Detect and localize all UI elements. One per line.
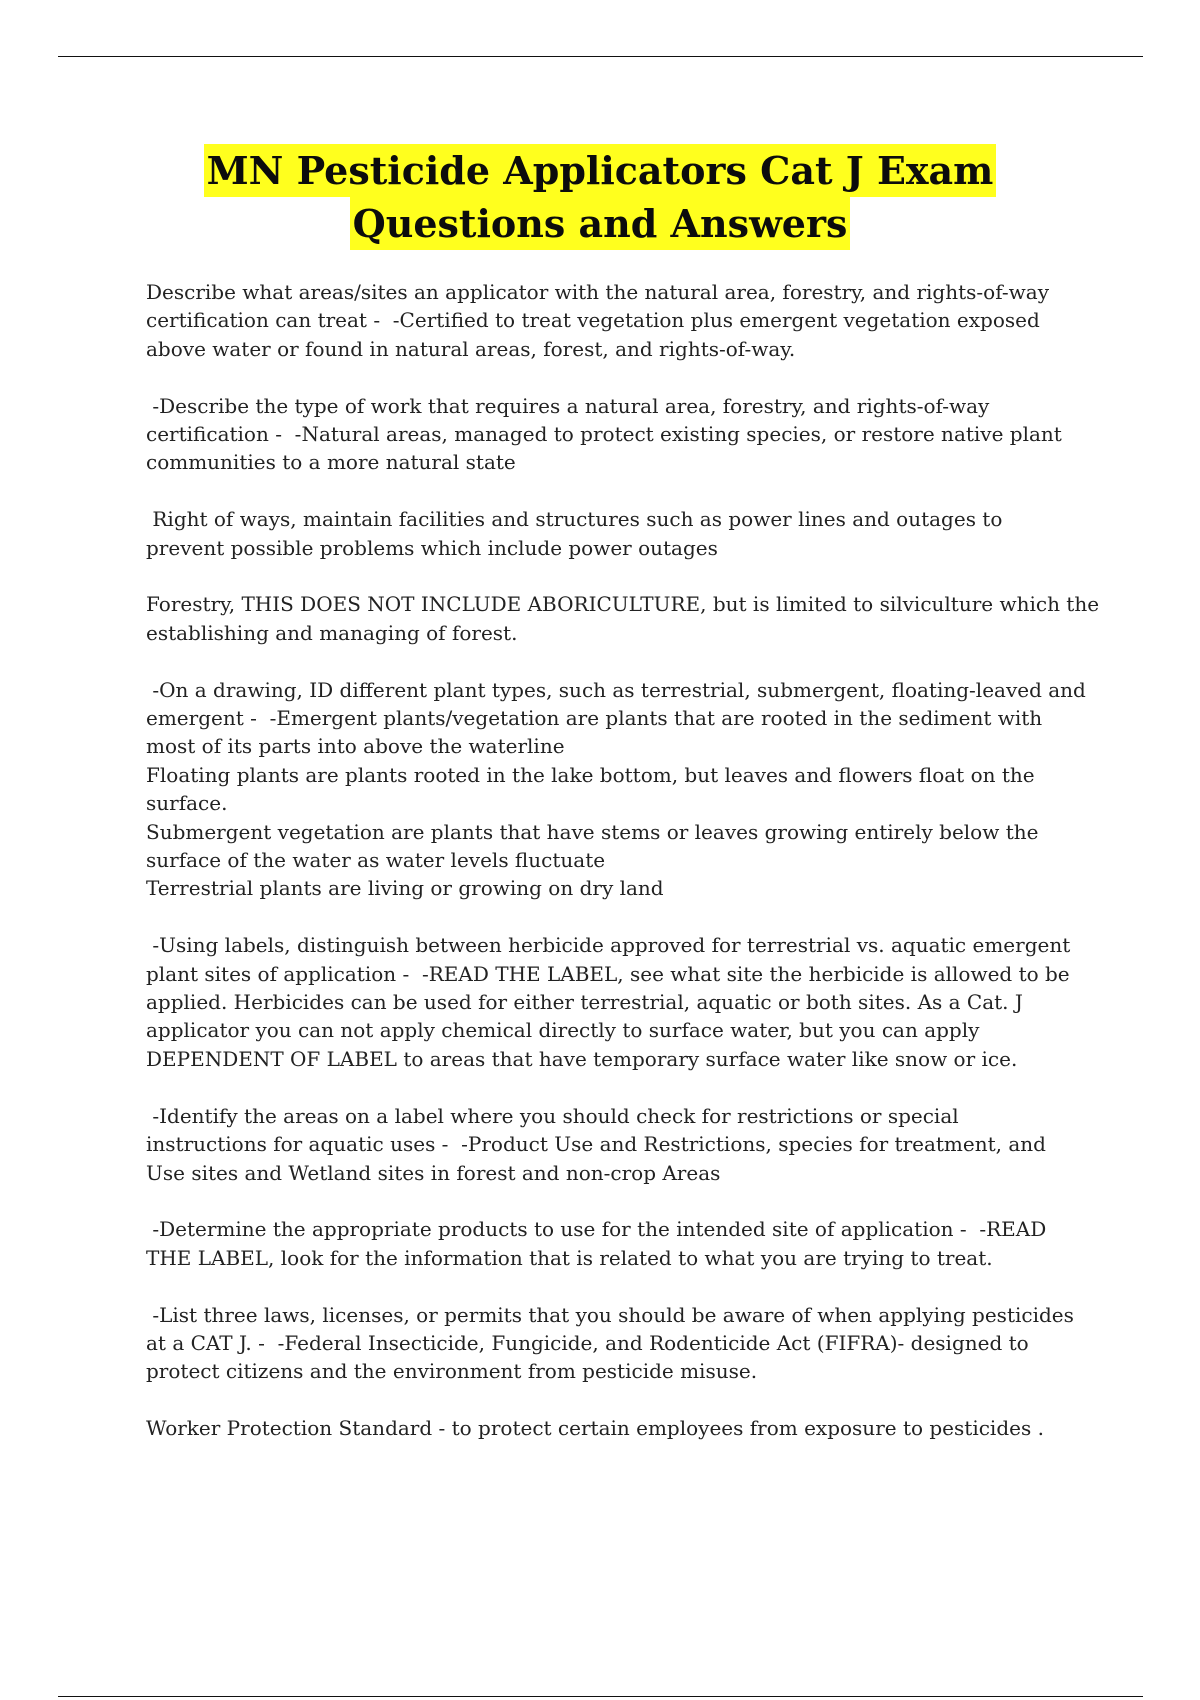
text-line: Submergent vegetation are plants that have stems or leaves growing entirely below the	[146, 819, 1039, 844]
text-line: most of its parts into above the waterline	[146, 734, 565, 759]
qa-paragraph	[146, 1301, 1106, 1386]
text-line: protect citizens and the environment from pesticide misuse.	[146, 1359, 758, 1384]
document-title	[0, 144, 1200, 250]
text-line: -List three laws, licenses, or permits that you should be aware of when applying pesticides	[146, 1302, 1074, 1327]
qa-paragraph	[146, 505, 1106, 562]
text-line: -Identify the areas on a label where you should check for restrictions or special	[146, 1103, 959, 1128]
text-line: THE LABEL, look for the information that is related to what you are trying to treat.	[146, 1245, 993, 1270]
top-rule	[58, 56, 1143, 57]
qa-paragraph	[146, 392, 1106, 477]
text-line: Right of ways, maintain facilities and structures such as power lines and outages to	[146, 507, 1003, 532]
text-line: communities to a more natural state	[146, 450, 516, 475]
text-line: instructions for aquatic uses - -Product Use and Restrictions, species for treatment, and	[146, 1132, 1046, 1157]
text-line: Floating plants are plants rooted in the lake bottom, but leaves and flowers float on the	[146, 762, 1035, 787]
title-line-2: Questions and Answers	[350, 197, 851, 250]
qa-paragraph	[146, 590, 1106, 647]
text-line: -On a drawing, ID different plant types, such as terrestrial, submergent, floating-leaved and	[146, 677, 1086, 702]
text-line: at a CAT J. - -Federal Insecticide, Fungicide, and Rodenticide Act (FIFRA)- designed to	[146, 1330, 1029, 1355]
text-line: emergent - -Emergent plants/vegetation are plants that are rooted in the sediment with	[146, 706, 1043, 731]
text-line: certification can treat - -Certified to treat vegetation plus emergent vegetation exposed	[146, 308, 1040, 333]
qa-paragraph	[146, 1102, 1106, 1187]
qa-paragraph	[146, 931, 1106, 1073]
text-line: surface of the water as water levels fluctuate	[146, 848, 606, 873]
text-line: DEPENDENT OF LABEL to areas that have temporary surface water like snow or ice.	[146, 1046, 1018, 1071]
text-line: Terrestrial plants are living or growing on dry land	[146, 876, 664, 901]
qa-paragraph	[146, 278, 1106, 363]
text-line: Worker Protection Standard - to protect certain employees from exposure to pesticides .	[146, 1416, 1044, 1441]
bottom-rule	[58, 1696, 1143, 1697]
qa-paragraph	[146, 1414, 1106, 1442]
document-body	[146, 278, 1106, 1471]
text-line: surface.	[146, 791, 228, 816]
text-line: -Determine the appropriate products to use for the intended site of application - -READ	[146, 1217, 1047, 1242]
text-line: Describe what areas/sites an applicator with the natural area, forestry, and rights-of-way	[146, 280, 1049, 304]
text-line: -Describe the type of work that requires a natural area, forestry, and rights-of-way	[146, 393, 990, 418]
text-line: Forestry, THIS DOES NOT INCLUDE ABORICULTURE, but is limited to silviculture which the	[146, 592, 1100, 617]
text-line: above water or found in natural areas, forest, and rights-of-way.	[146, 336, 796, 361]
text-line: Use sites and Wetland sites in forest and non-crop Areas	[146, 1160, 721, 1185]
text-line: -Using labels, distinguish between herbicide approved for terrestrial vs. aquatic emergent	[146, 933, 1071, 958]
text-line: applicator you can not apply chemical directly to surface water, but you can apply	[146, 1018, 980, 1043]
qa-paragraph	[146, 676, 1106, 903]
text-line: establishing and managing of forest.	[146, 620, 518, 645]
text-line: certification - -Natural areas, managed to protect existing species, or restore native plant	[146, 422, 1062, 447]
qa-paragraph	[146, 1215, 1106, 1272]
text-line: plant sites of application - -READ THE LABEL, see what site the herbicide is allowed to be	[146, 961, 1070, 986]
text-line: prevent possible problems which include power outages	[146, 535, 718, 560]
title-line-1: MN Pesticide Applicators Cat J Exam	[204, 144, 997, 197]
text-line: applied. Herbicides can be used for either terrestrial, aquatic or both sites. As a Cat. J	[146, 990, 1023, 1015]
